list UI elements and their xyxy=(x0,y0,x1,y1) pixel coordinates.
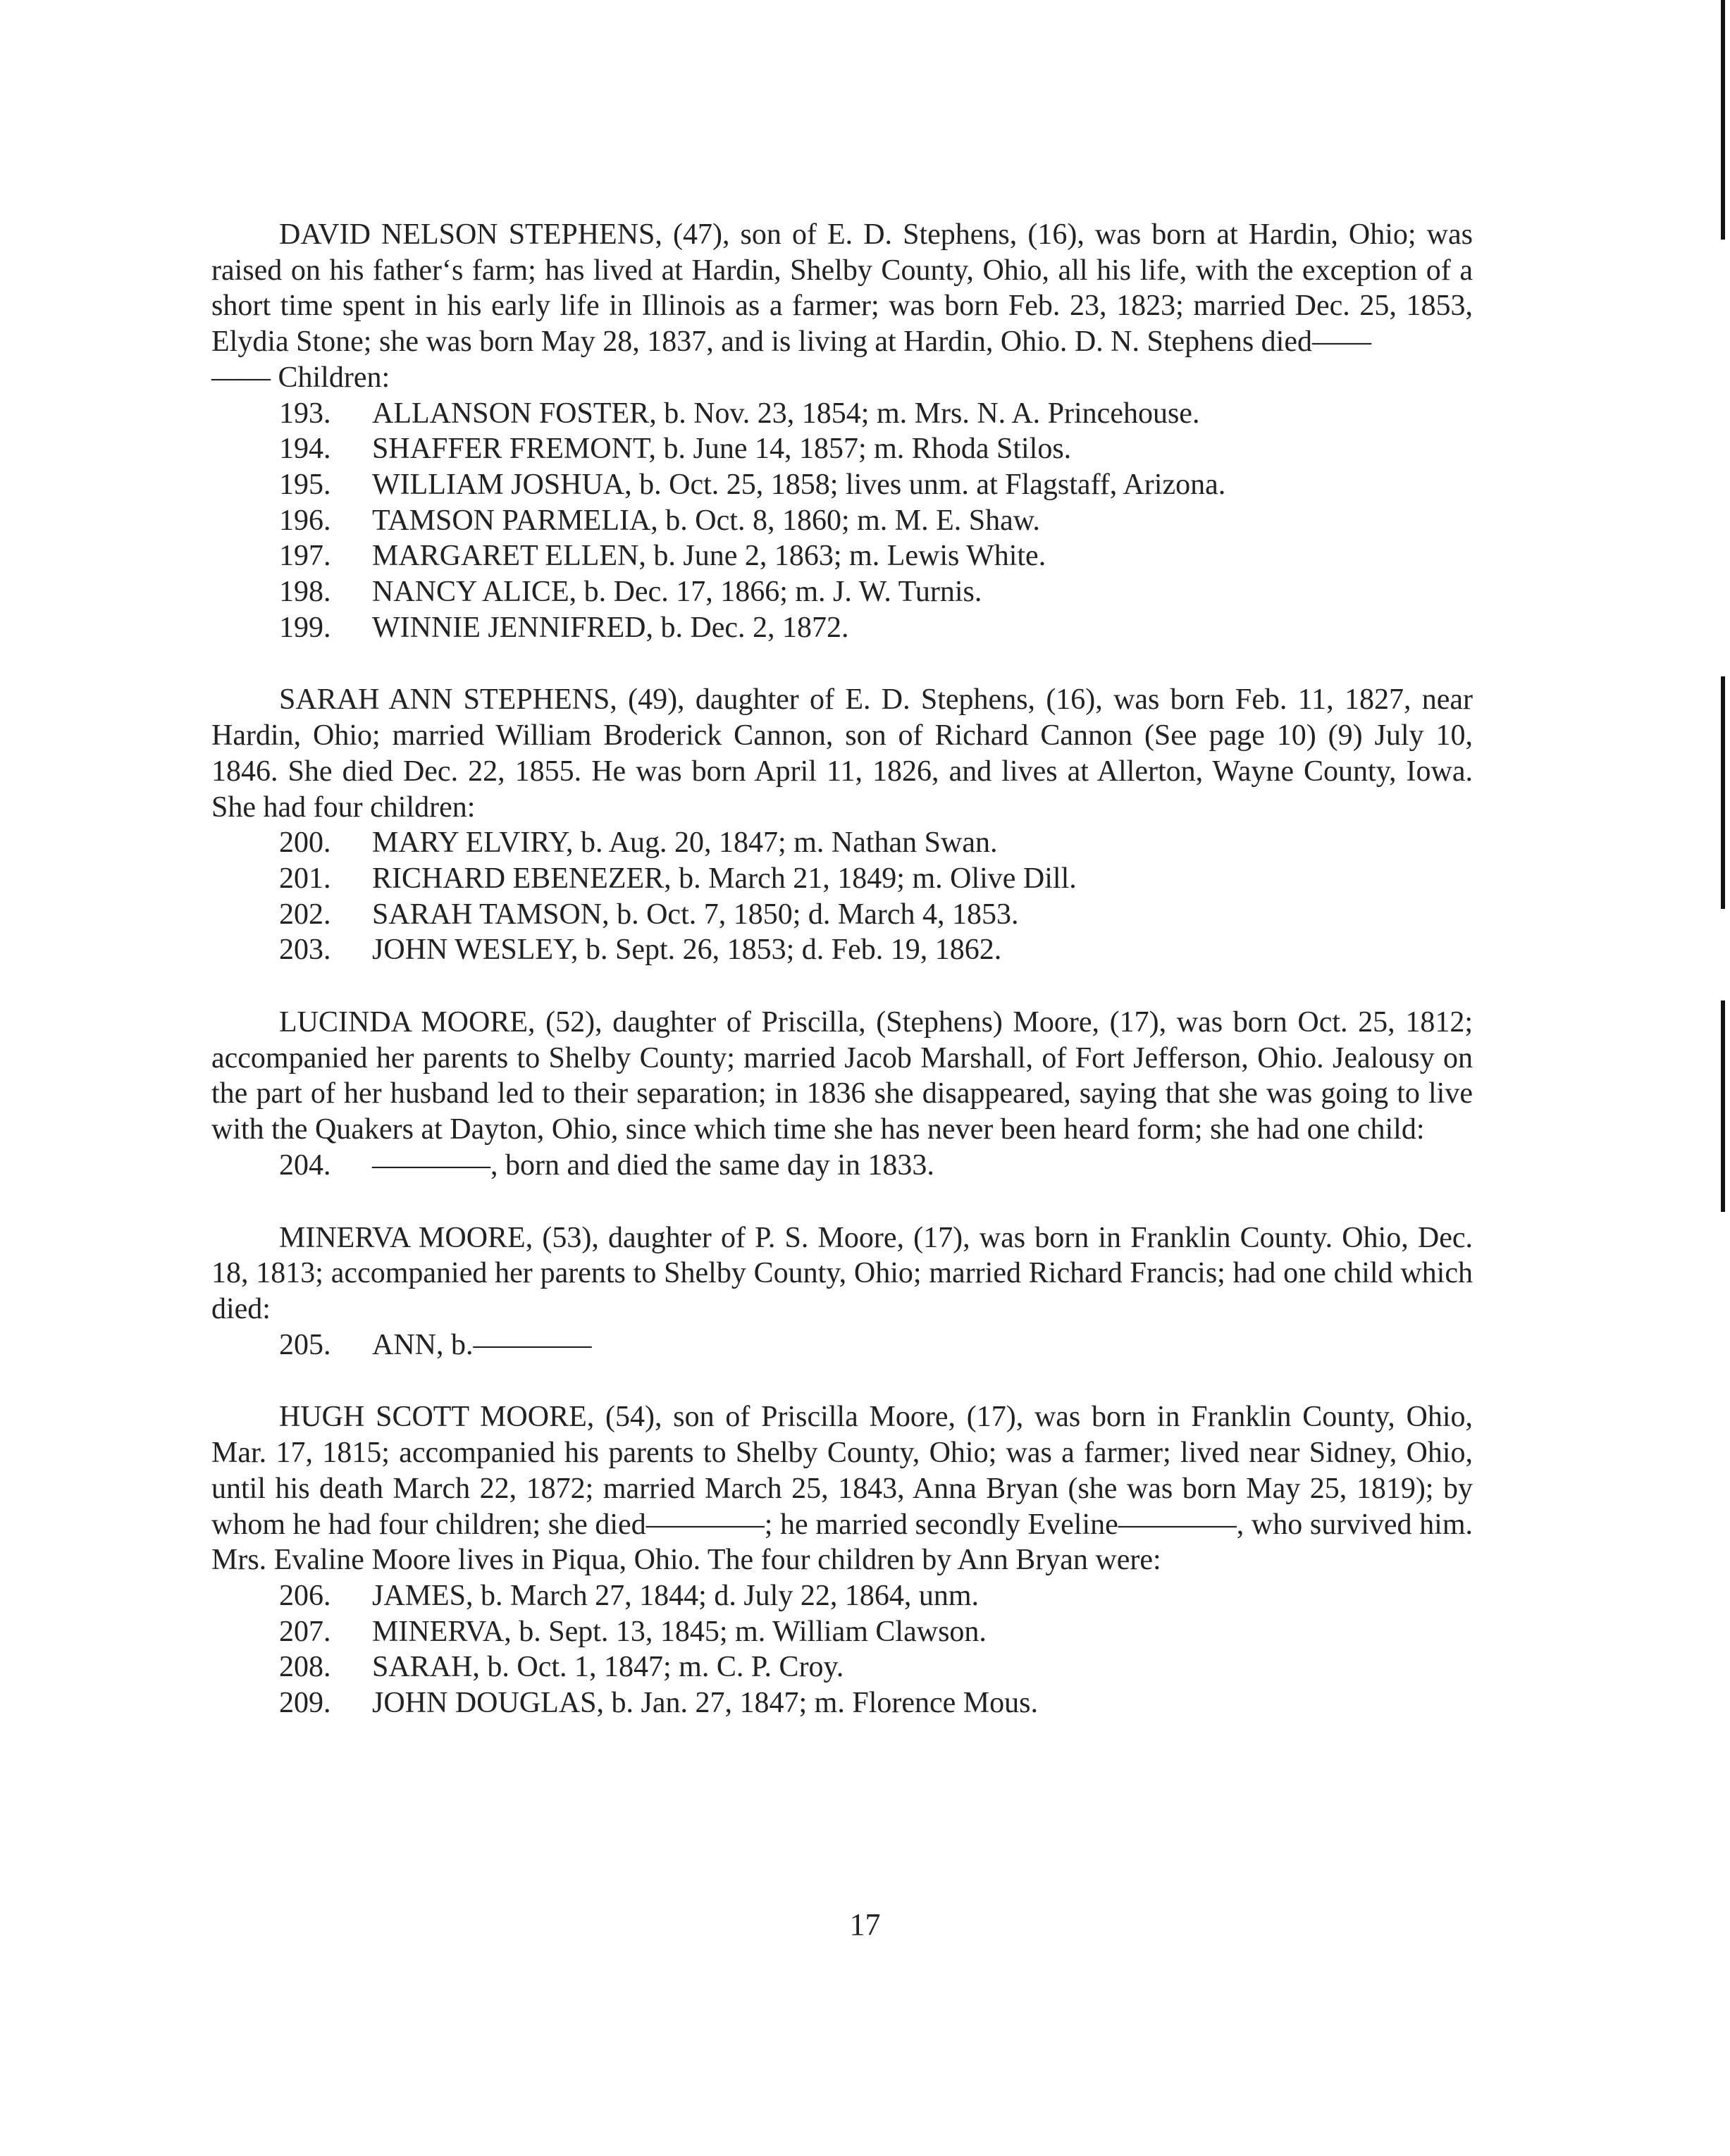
child-text: SHAFFER FREMONT, b. June 14, 1857; m. Rhoda Stilos. xyxy=(372,433,1072,466)
children-list xyxy=(211,1148,1473,1184)
entry-david-nelson-stephens xyxy=(211,217,1473,645)
child-item xyxy=(279,861,1473,897)
entry-paragraph: DAVID NELSON STEPHENS, (47), son of E. D. Stephens, (16), was born at Hardin, Ohio; was raised on his father‘s farm; has lived at Hardin, Shelby County, Ohio, all his life, with the exception of a short time spent in his early life in Illinois as a farmer; was born Feb. 23, 1823; married Dec. 25, 1853, Elydia Stone; she was born May 28, 1837, and is living at Hardin, Ohio. D. N. Stephens died—— xyxy=(211,218,1473,359)
child-number: 203. xyxy=(279,934,331,967)
children-heading: —— Children: xyxy=(211,361,390,394)
child-text: JAMES, b. March 27, 1844; d. July 22, 1864, unm. xyxy=(372,1579,979,1612)
child-number: 199. xyxy=(279,611,331,644)
child-item xyxy=(279,396,1473,432)
entry-hugh-scott-moore xyxy=(211,1399,1473,1721)
child-number: 198. xyxy=(279,576,331,609)
children-list xyxy=(211,1327,1473,1363)
child-text: SARAH TAMSON, b. Oct. 7, 1850; d. March 4, 1853. xyxy=(372,898,1019,931)
child-item xyxy=(279,1148,1473,1184)
child-item xyxy=(279,467,1473,503)
child-item xyxy=(279,1614,1473,1650)
scan-edge-mark xyxy=(1721,0,1725,240)
child-number: 204. xyxy=(279,1148,331,1182)
child-number: 193. xyxy=(279,397,331,430)
child-text: ————, born and died the same day in 1833. xyxy=(372,1148,934,1182)
child-text: ALLANSON FOSTER, b. Nov. 23, 1854; m. Mrs. N. A. Princehouse. xyxy=(372,397,1200,430)
child-number: 194. xyxy=(279,433,331,466)
child-number: 196. xyxy=(279,504,331,537)
child-number: 209. xyxy=(279,1687,331,1720)
entry-lucinda-moore xyxy=(211,1005,1473,1184)
child-text: RICHARD EBENEZER, b. March 21, 1849; m. Olive Dill. xyxy=(372,862,1077,895)
child-number: 201. xyxy=(279,862,331,895)
child-item xyxy=(279,503,1473,539)
child-text: JOHN DOUGLAS, b. Jan. 27, 1847; m. Florence Mous. xyxy=(372,1687,1038,1720)
scan-edge-mark xyxy=(1721,1000,1725,1212)
child-number: 208. xyxy=(279,1651,331,1684)
child-text: TAMSON PARMELIA, b. Oct. 8, 1860; m. M. E. Shaw. xyxy=(372,504,1040,537)
child-text: MINERVA, b. Sept. 13, 1845; m. William Clawson. xyxy=(372,1615,987,1648)
document-page xyxy=(211,217,1473,1758)
page-number: 17 xyxy=(849,1907,881,1942)
entry-sarah-ann-stephens xyxy=(211,682,1473,968)
child-text: MARY ELVIRY, b. Aug. 20, 1847; m. Nathan Swan. xyxy=(372,826,998,860)
child-text: ANN, b.———— xyxy=(372,1328,592,1361)
entry-minerva-moore xyxy=(211,1220,1473,1363)
scan-edge-mark xyxy=(1721,676,1725,909)
entry-paragraph: MINERVA MOORE, (53), daughter of P. S. Moore, (17), was born in Franklin County. Ohio, Dec. 18, 1813; accompanied her parents to Shelby County, Ohio; married Richard Francis; had one child which died: xyxy=(211,1221,1473,1325)
child-item xyxy=(279,1578,1473,1614)
child-text: WILLIAM JOSHUA, b. Oct. 25, 1858; lives unm. at Flagstaff, Arizona. xyxy=(372,468,1226,501)
child-number: 207. xyxy=(279,1615,331,1648)
child-number: 195. xyxy=(279,468,331,501)
child-item xyxy=(279,1649,1473,1685)
child-text: MARGARET ELLEN, b. June 2, 1863; m. Lewis White. xyxy=(372,540,1046,573)
child-number: 202. xyxy=(279,898,331,931)
children-list xyxy=(211,396,1473,646)
child-item xyxy=(279,932,1473,968)
child-item xyxy=(279,897,1473,933)
children-list xyxy=(211,825,1473,968)
child-text: SARAH, b. Oct. 1, 1847; m. C. P. Croy. xyxy=(372,1651,844,1684)
child-item xyxy=(279,574,1473,610)
child-item xyxy=(279,825,1473,861)
child-number: 205. xyxy=(279,1328,331,1361)
children-list xyxy=(211,1578,1473,1721)
entry-paragraph: HUGH SCOTT MOORE, (54), son of Priscilla Moore, (17), was born in Franklin County, Ohio, Mar. 17, 1815; accompanied his parents to Shelby County, Ohio; was a farmer; lived near Sidney, Ohio, until his death March 22, 1872; married March 25, 1843, Anna Bryan (she was born May 25, 1819); by whom he had four children; she died————; he married secondly Eveline————, who survived him. Mrs. Evaline Moore lives in Piqua, Ohio. The four children by Ann Bryan were: xyxy=(211,1401,1473,1577)
child-number: 200. xyxy=(279,826,331,860)
child-number: 197. xyxy=(279,540,331,573)
child-text: WINNIE JENNIFRED, b. Dec. 2, 1872. xyxy=(372,611,849,644)
child-item xyxy=(279,610,1473,646)
entry-paragraph: LUCINDA MOORE, (52), daughter of Priscilla, (Stephens) Moore, (17), was born Oct. 25, 1812; accompanied her parents to Shelby County; married Jacob Marshall, of Fort Jefferson, Ohio. Jealousy on the part of her husband led to their separation; in 1836 she disappeared, saying that she was going to live with the Quakers at Dayton, Ohio, since which time she has never been heard form; she had one child: xyxy=(211,1006,1473,1146)
child-item xyxy=(279,1685,1473,1721)
entry-paragraph: SARAH ANN STEPHENS, (49), daughter of E. D. Stephens, (16), was born Feb. 11, 1827, near Hardin, Ohio; married William Broderick Cannon, son of Richard Cannon (See page 10) (9) July 10, 1846. She died Dec. 22, 1855. He was born April 11, 1826, and lives at Allerton, Wayne County, Iowa. She had four children: xyxy=(211,683,1473,824)
child-item xyxy=(279,1327,1473,1363)
child-item xyxy=(279,538,1473,574)
child-text: NANCY ALICE, b. Dec. 17, 1866; m. J. W. Turnis. xyxy=(372,576,982,609)
child-text: JOHN WESLEY, b. Sept. 26, 1853; d. Feb. 19, 1862. xyxy=(372,934,1002,967)
child-number: 206. xyxy=(279,1579,331,1612)
child-item xyxy=(279,431,1473,467)
